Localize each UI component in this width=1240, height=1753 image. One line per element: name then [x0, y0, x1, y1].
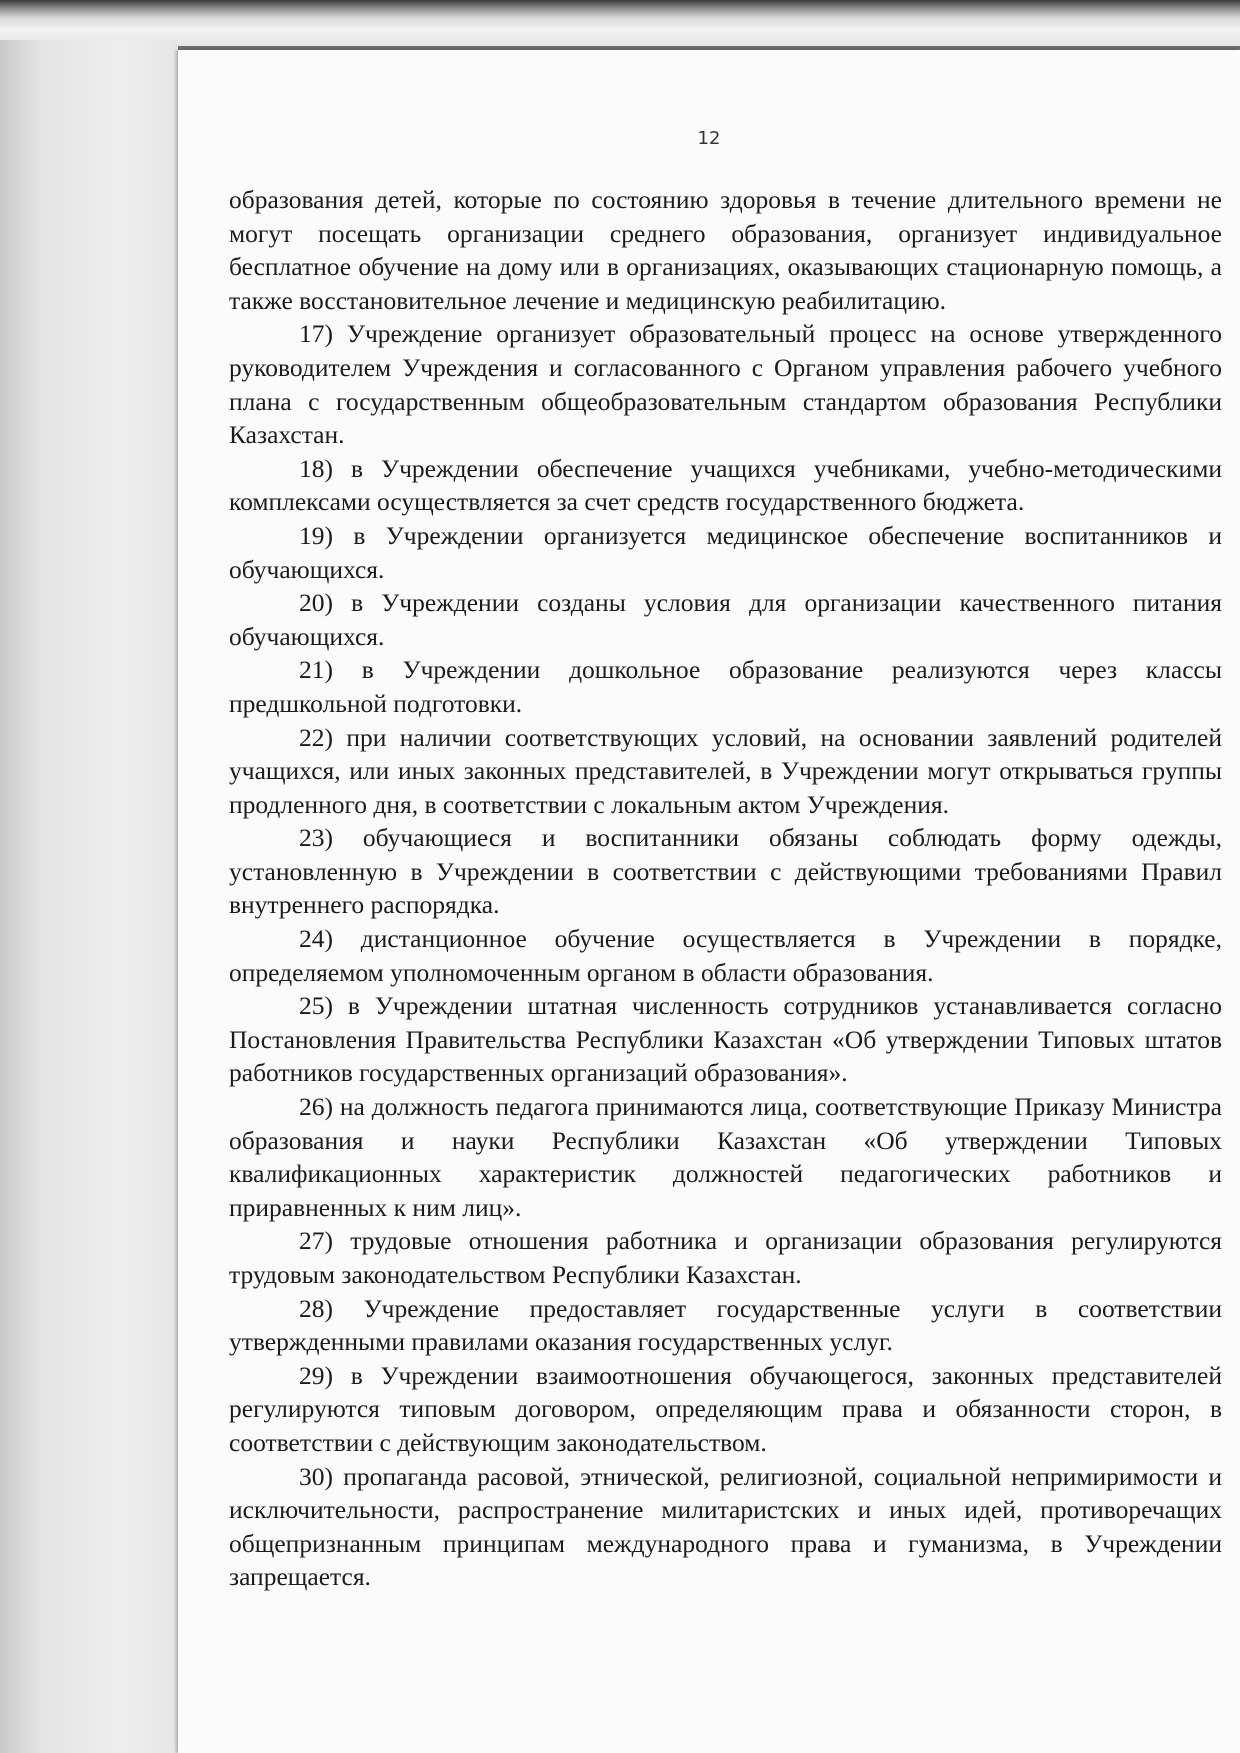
paragraph-continuation: образования детей, которые по состоянию здоровья в течение длительного времени не могут посещать организации среднего образования, организует индивидуальное бесплатное обучение на дому или в организациях, оказывающих стационарную помощь, а также восстановительное лечение и медицинскую реабилитацию. — [229, 185, 1222, 315]
paragraph-item-30: 30) пропаганда расовой, этнической, религиозной, социальной непримиримости и исключительности, распространение милитаристских и иных идей, противоречащих общепризнанным принципам международного права и гуманизма, в Учреждении запрещается. — [229, 1461, 1222, 1592]
paragraph-item-17: 17) Учреждение организует образовательный процесс на основе утвержденного руководителем Учреждения и согласованного с Органом управления рабочего учебного плана с государственным общеобразовательным стандартом образования Республики Казахстан. — [229, 319, 1222, 450]
paragraph-item-20: 20) в Учреждении созданы условия для организации качественного питания обучающихся. — [229, 588, 1222, 651]
document-page — [178, 50, 1240, 1753]
previous-page-edge — [0, 40, 178, 1753]
paragraph-item-28: 28) Учреждение предоставляет государственные услуги в соответствии утвержденными правилами оказания государственных услуг. — [229, 1293, 1222, 1357]
paragraph-item-24: 24) дистанционное обучение осуществляется в Учреждении в порядке, определяемом уполномоченным органом в области образования. — [229, 924, 1222, 987]
page-number: 12 — [697, 128, 721, 149]
paragraph-item-18: 18) в Учреждении обеспечение учащихся учебниками, учебно-методическими комплексами осуществляется за счет средств государственного бюджета. — [229, 453, 1222, 517]
paragraph-item-29: 29) в Учреждении взаимоотношения обучающегося, законных представителей регулируются типовым договором, определяющим права и обязанности сторон, в соответствии с действующим законодательством. — [229, 1360, 1222, 1457]
paragraph-item-21: 21) в Учреждении дошкольное образование реализуются через классы предшкольной подготовки. — [229, 655, 1222, 718]
paragraph-item-25: 25) в Учреждении штатная численность сотрудников устанавливается согласно Постановления Правительства Республики Казахстан «Об утверждении Типовых штатов работников государственных организаций образования». — [229, 991, 1222, 1088]
paragraph-item-19: 19) в Учреждении организуется медицинское обеспечение воспитанников и обучающихся. — [229, 520, 1222, 584]
paragraph-item-27: 27) трудовые отношения работника и организации образования регулируются трудовым законодательством Республики Казахстан. — [229, 1226, 1222, 1289]
document-body — [229, 183, 1222, 1594]
scanner-top-edge — [0, 0, 1240, 46]
paragraph-item-23: 23) обучающиеся и воспитанники обязаны соблюдать форму одежды, установленную в Учреждении в соответствии с действующими требованиями Правил внутреннего распорядка. — [229, 823, 1222, 920]
paragraph-item-26: 26) на должность педагога принимаются лица, соответствующие Приказу Министра образования и науки Республики Казахстан «Об утверждении Типовых квалификационных характеристик должностей педагогических работников и приравненных к ним лиц». — [229, 1092, 1222, 1222]
paragraph-item-22: 22) при наличии соответствующих условий, на основании заявлений родителей учащихся, или иных законных представителей, в Учреждении могут открываться группы продленного дня, в соответствии с локальным актом Учреждения. — [229, 722, 1222, 819]
